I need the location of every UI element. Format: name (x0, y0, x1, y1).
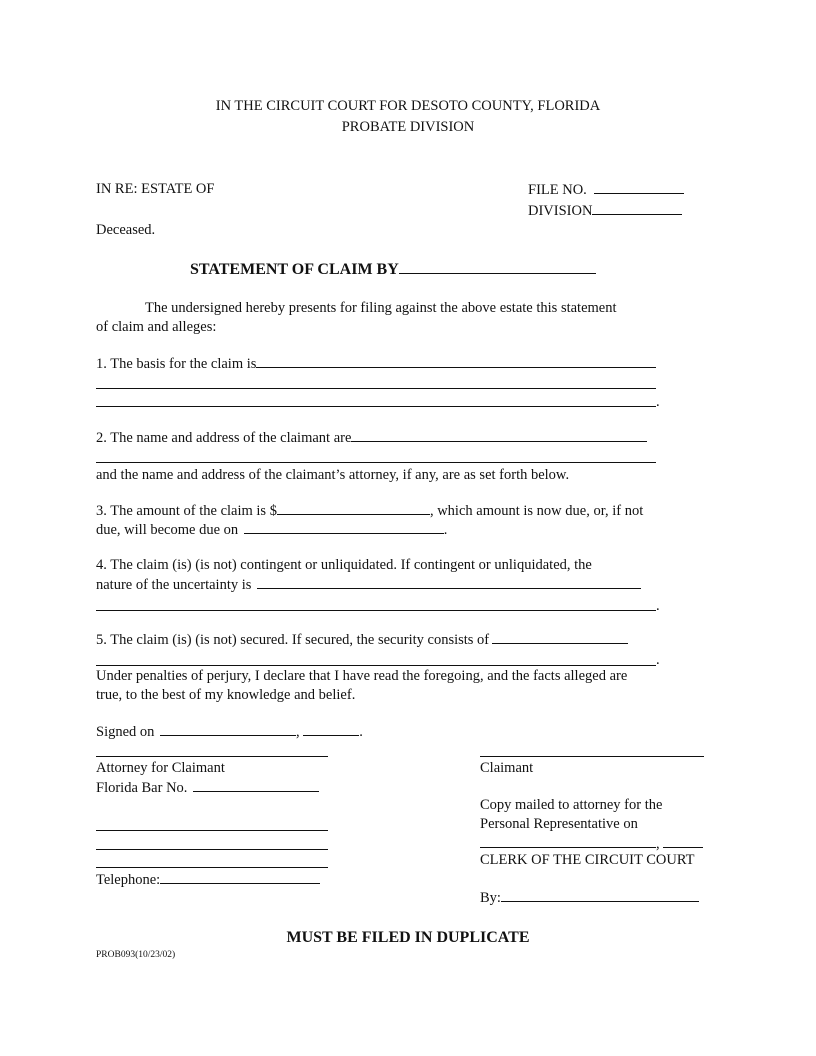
uncertainty-row (96, 575, 641, 595)
uncertainty-period: . (656, 598, 660, 614)
basis-field[interactable] (256, 354, 656, 368)
perjury-line-1: Under penalties of perjury, I declare that I have read the foregoing, and the facts alleged are (96, 668, 628, 684)
clerk-by-field[interactable] (501, 888, 699, 902)
copy-mailed-line-2: Personal Representative on (480, 816, 638, 832)
item-3-suffix: , which amount is now due, or, if not (429, 503, 644, 519)
in-re-estate-label: IN RE: ESTATE OF (96, 181, 215, 197)
attorney-address-line-3[interactable] (96, 867, 328, 868)
telephone-label: Telephone: (96, 872, 161, 888)
signed-on-label: Signed on (96, 724, 155, 740)
item-3-label: 3. The amount of the claim is $ (96, 503, 277, 519)
statement-title-row (190, 260, 596, 279)
claimant-name-field[interactable] (351, 428, 647, 442)
attorney-label: Attorney for Claimant (96, 760, 225, 776)
bar-no-label: Florida Bar No. (96, 780, 188, 796)
by-row (480, 888, 699, 908)
deceased-label: Deceased. (96, 222, 156, 238)
due-date-field[interactable] (244, 520, 444, 534)
security-period: . (656, 652, 660, 668)
security-line-2[interactable] (96, 665, 656, 666)
intro-line-2: of claim and alleges: (96, 319, 217, 335)
file-no-field[interactable] (594, 180, 684, 194)
clerk-label: CLERK OF THE CIRCUIT COURT (480, 852, 695, 868)
attorney-info-note: and the name and address of the claimant’s attorney, if any, are as set forth below. (96, 467, 570, 483)
signed-year-field[interactable] (303, 722, 359, 736)
file-no-label: FILE NO. (528, 182, 587, 198)
amount-field[interactable] (277, 501, 430, 515)
item-2-label: 2. The name and address of the claimant are (96, 430, 352, 446)
uncertainty-label: nature of the uncertainty is (96, 577, 252, 593)
form-id: PROB093(10/23/02) (96, 950, 176, 960)
basis-line-3[interactable] (96, 406, 656, 407)
bar-no-row (96, 778, 319, 798)
claimant-signature-line[interactable] (480, 756, 704, 757)
item-4-contingent: 4. The claim (is) (is not) contingent or unliquidated. If contingent or unliquidated, the (96, 557, 592, 573)
division-row (528, 201, 682, 221)
claimant-title-field[interactable] (399, 260, 596, 274)
claimant-label: Claimant (480, 760, 534, 776)
claimant-address-line[interactable] (96, 462, 656, 463)
telephone-field[interactable] (160, 870, 320, 884)
intro-line-1: The undersigned hereby presents for filing against the above estate this statement (145, 300, 617, 316)
copy-year-field[interactable] (663, 834, 703, 848)
statement-title: STATEMENT OF CLAIM BY (190, 261, 399, 278)
copy-date-row: , (480, 834, 703, 854)
signed-date-field[interactable] (160, 722, 296, 736)
copy-date-field[interactable] (480, 834, 656, 848)
uncertainty-line-2[interactable] (96, 610, 656, 611)
division-heading: PROBATE DIVISION (341, 119, 475, 135)
item-3-amount (96, 501, 643, 521)
basis-line-2[interactable] (96, 388, 656, 389)
due-on-label: due, will become due on (96, 522, 239, 538)
uncertainty-field[interactable] (257, 575, 641, 589)
division-field[interactable] (592, 201, 682, 215)
security-field[interactable] (492, 630, 628, 644)
perjury-line-2: true, to the best of my knowledge and belief. (96, 687, 356, 703)
copy-mailed-line-1: Copy mailed to attorney for the (480, 797, 663, 813)
attorney-address-line-2[interactable] (96, 849, 328, 850)
by-label: By: (480, 890, 501, 906)
item-1-label: 1. The basis for the claim is (96, 356, 257, 372)
item-5-secured (96, 630, 628, 650)
attorney-signature-line[interactable] (96, 756, 328, 757)
telephone-row (96, 870, 320, 890)
basis-period: . (656, 394, 660, 410)
item-5-label: 5. The claim (is) (is not) secured. If secured, the security consists of (96, 632, 490, 648)
item-1-basis (96, 354, 656, 374)
item-2-claimant (96, 428, 647, 448)
must-file-notice: MUST BE FILED IN DUPLICATE (286, 929, 530, 946)
signed-on-row: Signed on , . (96, 724, 363, 740)
file-no-row (528, 180, 684, 200)
attorney-address-line-1[interactable] (96, 830, 328, 831)
due-on-row: due, will become due on . (96, 522, 448, 538)
bar-no-field[interactable] (193, 778, 319, 792)
court-heading: IN THE CIRCUIT COURT FOR DESOTO COUNTY, FLORIDA (215, 98, 601, 114)
division-label: DIVISION (528, 203, 593, 219)
